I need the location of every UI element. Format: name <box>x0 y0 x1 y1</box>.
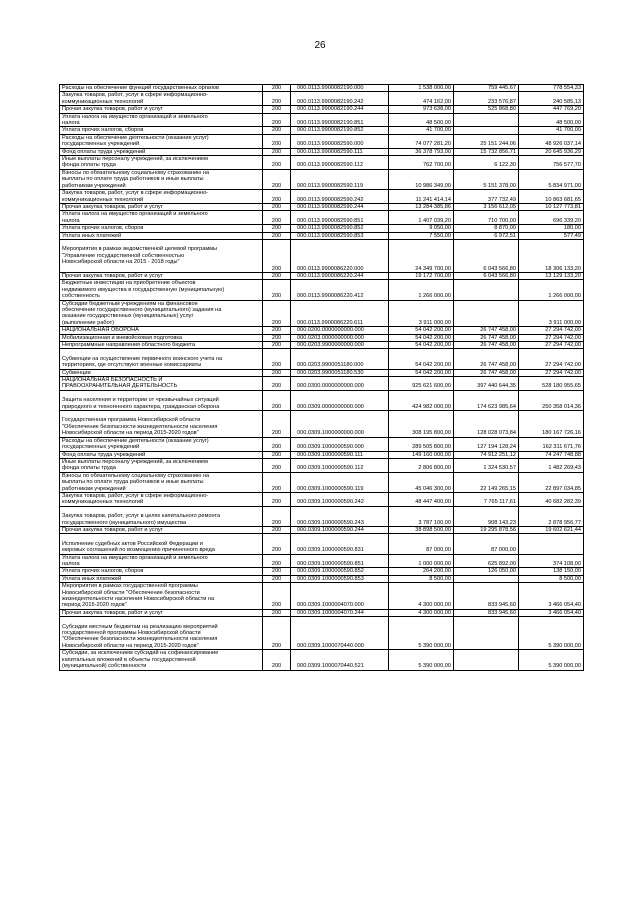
table-row <box>60 492 584 506</box>
row-name: Мероприятия в рамках государственной программы Новосибирской области "Обеспечение безопасности жизнедеятельности населения Новосибирской области на период 2015-2020 годов" <box>60 583 263 610</box>
row-unexecuted: 778 554,33 <box>519 85 584 92</box>
row-budget-code: 000.0309.0000000000.000 <box>291 390 389 410</box>
budget-table-body <box>60 85 584 671</box>
row-budget-code: 000.0200.0000000000.000 <box>291 327 389 334</box>
row-unexecuted: 447 769,20 <box>519 106 584 113</box>
row-approved: 925 621 600,00 <box>389 377 454 391</box>
row-approved: 762 700,00 <box>389 156 454 170</box>
row-executed: 19 295 878,56 <box>454 526 519 533</box>
row-approved: 1 000 000,00 <box>389 554 454 568</box>
row-executed: 3 156 612,05 <box>454 203 519 210</box>
row-name: Прочая закупка товаров, работ и услуг <box>60 609 263 616</box>
row-admin-code: 200 <box>263 472 291 492</box>
row-approved: 1 538 000,00 <box>389 85 454 92</box>
row-unexecuted: 27 294 742,00 <box>519 349 584 369</box>
row-unexecuted: 5 390 000,00 <box>519 650 584 670</box>
row-unexecuted: 22 897 034,85 <box>519 472 584 492</box>
row-approved: 38 898 500,00 <box>389 526 454 533</box>
row-admin-code: 200 <box>263 225 291 232</box>
row-executed: 25 151 244,06 <box>454 134 519 148</box>
row-name: Уплата прочих налогов, сборов <box>60 225 263 232</box>
row-admin-code: 200 <box>263 342 291 349</box>
row-name: НАЦИОНАЛЬНАЯ БЕЗОПАСНОСТЬ И ПРАВООХРАНИТЕЛЬНАЯ ДЕЯТЕЛЬНОСТЬ <box>60 377 263 391</box>
row-approved: 36 378 793,00 <box>389 148 454 155</box>
row-unexecuted: 2 878 956,77 <box>519 506 584 526</box>
table-row <box>60 203 584 210</box>
row-executed <box>454 650 519 670</box>
row-name: Защита населения и территории от чрезвычайных ситуаций природного и техногенного характера, гражданская оборона <box>60 390 263 410</box>
table-row <box>60 609 584 616</box>
row-approved: 54 042 200,00 <box>389 349 454 369</box>
row-executed: 26 747 458,00 <box>454 349 519 369</box>
row-budget-code: 000.0309.1000000590.119 <box>291 472 389 492</box>
row-admin-code: 200 <box>263 203 291 210</box>
row-unexecuted: 162 311 671,76 <box>519 437 584 451</box>
table-row <box>60 458 584 472</box>
row-unexecuted: 1 482 269,43 <box>519 458 584 472</box>
row-executed: 126 050,00 <box>454 568 519 575</box>
row-executed <box>454 617 519 650</box>
row-executed: 908 143,23 <box>454 506 519 526</box>
row-admin-code: 200 <box>263 451 291 458</box>
row-executed <box>454 300 519 327</box>
row-unexecuted: 48 500,00 <box>519 113 584 127</box>
row-budget-code: 000.0309.1000000590.242 <box>291 492 389 506</box>
row-budget-code: 000.0309.1000000590.244 <box>291 526 389 533</box>
row-admin-code: 200 <box>263 211 291 225</box>
row-unexecuted: 40 682 282,39 <box>519 492 584 506</box>
table-row <box>60 390 584 410</box>
table-row <box>60 554 584 568</box>
table-row <box>60 451 584 458</box>
row-approved: 474 162,00 <box>389 92 454 106</box>
row-unexecuted: 240 585,13 <box>519 92 584 106</box>
row-admin-code: 200 <box>263 113 291 127</box>
row-executed: 833 945,60 <box>454 583 519 610</box>
row-executed: 6 043 566,80 <box>454 272 519 279</box>
row-executed: 8 870,00 <box>454 225 519 232</box>
row-unexecuted: 696 339,20 <box>519 211 584 225</box>
row-executed: 26 747 458,00 <box>454 342 519 349</box>
row-unexecuted: 48 926 037,14 <box>519 134 584 148</box>
row-unexecuted: 180,00 <box>519 225 584 232</box>
row-executed: 22 149 265,15 <box>454 472 519 492</box>
row-budget-code: 000.0113.9900082590.000 <box>291 134 389 148</box>
row-executed: 6 972,51 <box>454 232 519 239</box>
row-name: Уплата налога на имущество организаций и земельного налога <box>60 211 263 225</box>
row-unexecuted: 180 167 726,16 <box>519 411 584 438</box>
row-executed: 710 700,00 <box>454 211 519 225</box>
row-name: Мобилизационная и вневойсковая подготовка <box>60 334 263 341</box>
table-row <box>60 300 584 327</box>
row-executed: 128 028 073,84 <box>454 411 519 438</box>
row-executed <box>454 280 519 300</box>
row-executed: 174 623 985,64 <box>454 390 519 410</box>
row-name: Уплата налога на имущество организаций и земельного налога <box>60 113 263 127</box>
table-row <box>60 526 584 533</box>
row-executed: 5 151 378,00 <box>454 169 519 189</box>
row-name: Расходы на обеспечение деятельности (оказание услуг) государственных учреждений <box>60 134 263 148</box>
row-name: Расходы на обеспечение функций государственных органов <box>60 85 263 92</box>
row-budget-code: 000.0113.9900082190.852 <box>291 127 389 134</box>
row-budget-code: 000.0113.9900086220.244 <box>291 272 389 279</box>
row-unexecuted: 27 294 742,00 <box>519 342 584 349</box>
row-approved: 4 300 000,00 <box>389 609 454 616</box>
row-admin-code: 200 <box>263 232 291 239</box>
table-row <box>60 506 584 526</box>
row-name: Исполнение судебных актов Российской Федерации и мировых соглашений по возмещению причиненного вреда <box>60 534 263 554</box>
row-admin-code: 200 <box>263 349 291 369</box>
row-approved: 41 700,00 <box>389 127 454 134</box>
row-name: Субвенции на осуществление первичного воинского учета на территориях, где отсутствуют военные комиссариаты <box>60 349 263 369</box>
row-budget-code: 000.0113.9900086220.000 <box>291 239 389 272</box>
row-approved: 1 266 000,00 <box>389 280 454 300</box>
row-approved: 289 505 800,00 <box>389 437 454 451</box>
row-unexecuted: 528 180 955,65 <box>519 377 584 391</box>
row-unexecuted: 8 500,00 <box>519 575 584 582</box>
row-admin-code: 200 <box>263 492 291 506</box>
row-admin-code: 200 <box>263 554 291 568</box>
table-row <box>60 134 584 148</box>
row-budget-code: 000.0203.9900051180.000 <box>291 349 389 369</box>
row-budget-code: 000.0309.1000000000.000 <box>291 411 389 438</box>
row-name: Иные выплаты персоналу учреждений, за исключением фонда оплаты труда <box>60 458 263 472</box>
row-name: Субсидии бюджетным учреждениям на финансовое обеспечение государственного (муниципального) задания на оказание государственных (муниципальных) услуг (выполнение работ) <box>60 300 263 327</box>
table-row <box>60 272 584 279</box>
row-budget-code: 000.0309.1000070440.521 <box>291 650 389 670</box>
row-unexecuted: 3 911 000,00 <box>519 300 584 327</box>
row-approved: 264 200,00 <box>389 568 454 575</box>
row-admin-code: 200 <box>263 280 291 300</box>
row-executed: 26 747 458,00 <box>454 334 519 341</box>
row-executed: 759 445,67 <box>454 85 519 92</box>
row-name: Уплата прочих налогов, сборов <box>60 127 263 134</box>
row-name: Фонд оплаты труда учреждений <box>60 148 263 155</box>
row-executed: 6 122,30 <box>454 156 519 170</box>
row-approved: 11 241 414,14 <box>389 190 454 204</box>
row-budget-code: 000.0203.9900000000.000 <box>291 342 389 349</box>
row-approved: 48 447 400,00 <box>389 492 454 506</box>
row-unexecuted: 250 358 014,36 <box>519 390 584 410</box>
row-unexecuted: 27 294 742,00 <box>519 334 584 341</box>
row-budget-code: 000.0113.9900082590.112 <box>291 156 389 170</box>
row-unexecuted: 41 700,00 <box>519 127 584 134</box>
table-row <box>60 342 584 349</box>
row-name: Взносы по обязательному социальному страхованию на выплаты по оплате труда работников и иные выплаты работникам учреждений <box>60 169 263 189</box>
row-name: Государственная программа Новосибирской области "Обеспечение безопасности жизнедеятельности населения Новосибирской области на период 2015-2020 годов" <box>60 411 263 438</box>
row-unexecuted: 27 294 742,00 <box>519 327 584 334</box>
row-admin-code: 200 <box>263 327 291 334</box>
row-executed: 127 194 128,24 <box>454 437 519 451</box>
table-row <box>60 583 584 610</box>
row-approved: 5 390 000,00 <box>389 617 454 650</box>
table-row <box>60 92 584 106</box>
row-executed: 397 440 644,35 <box>454 377 519 391</box>
row-name: Закупка товаров, работ, услуг в сфере информационно- коммуникационных технологий <box>60 190 263 204</box>
row-name: НАЦИОНАЛЬНАЯ ОБОРОНА <box>60 327 263 334</box>
table-row <box>60 106 584 113</box>
row-approved: 4 300 000,00 <box>389 583 454 610</box>
table-row <box>60 239 584 272</box>
row-approved: 3 787 100,00 <box>389 506 454 526</box>
table-row <box>60 650 584 670</box>
row-executed <box>454 127 519 134</box>
row-approved: 10 986 349,00 <box>389 169 454 189</box>
row-approved: 74 077 281,20 <box>389 134 454 148</box>
row-admin-code: 200 <box>263 239 291 272</box>
row-budget-code: 000.0309.1000000590.112 <box>291 458 389 472</box>
row-admin-code: 200 <box>263 134 291 148</box>
row-approved: 54 042 200,00 <box>389 327 454 334</box>
row-unexecuted: 756 577,70 <box>519 156 584 170</box>
row-budget-code: 000.0113.9900082190.000 <box>291 85 389 92</box>
row-budget-code: 000.0113.9900082590.853 <box>291 232 389 239</box>
row-approved: 2 806 800,00 <box>389 458 454 472</box>
table-row <box>60 534 584 554</box>
row-executed <box>454 113 519 127</box>
row-executed: 7 765 117,61 <box>454 492 519 506</box>
row-unexecuted: 20 645 936,29 <box>519 148 584 155</box>
row-name: Прочая закупка товаров, работ и услуг <box>60 106 263 113</box>
row-executed: 87 000,00 <box>454 534 519 554</box>
row-admin-code: 200 <box>263 127 291 134</box>
row-admin-code: 200 <box>263 106 291 113</box>
row-executed: 377 732,49 <box>454 190 519 204</box>
row-name: Уплата прочих налогов, сборов <box>60 568 263 575</box>
row-unexecuted: 3 466 054,40 <box>519 609 584 616</box>
row-budget-code: 000.0309.1000070440.000 <box>291 617 389 650</box>
row-admin-code: 200 <box>263 369 291 376</box>
row-executed: 833 945,60 <box>454 609 519 616</box>
row-approved: 7 550,00 <box>389 232 454 239</box>
row-approved: 1 407 039,20 <box>389 211 454 225</box>
row-executed: 525 868,80 <box>454 106 519 113</box>
row-approved: 19 172 700,00 <box>389 272 454 279</box>
row-approved: 8 500,00 <box>389 575 454 582</box>
row-admin-code: 200 <box>263 458 291 472</box>
table-row <box>60 280 584 300</box>
row-name: Субсидии, за исключением субсидий на софинансирование капитальных вложений в объекты государственной (муниципальной) собственности <box>60 650 263 670</box>
row-admin-code: 200 <box>263 334 291 341</box>
row-name: Субвенции <box>60 369 263 376</box>
row-budget-code: 000.0113.9900082590.119 <box>291 169 389 189</box>
row-unexecuted: 3 466 054,40 <box>519 583 584 610</box>
row-unexecuted: 18 306 133,20 <box>519 239 584 272</box>
row-admin-code: 200 <box>263 148 291 155</box>
table-row <box>60 156 584 170</box>
row-name: Закупка товаров, работ, услуг в целях капитального ремонта государственного (муниципального) имущества <box>60 506 263 526</box>
row-admin-code: 200 <box>263 411 291 438</box>
row-approved: 45 046 300,00 <box>389 472 454 492</box>
row-name: Иные выплаты персоналу учреждений, за исключением фонда оплаты труда <box>60 156 263 170</box>
row-unexecuted: 10 863 681,65 <box>519 190 584 204</box>
row-name: Прочая закупка товаров, работ и услуг <box>60 203 263 210</box>
table-row <box>60 169 584 189</box>
row-name: Уплата налога на имущество организаций и земельного налога <box>60 554 263 568</box>
row-admin-code: 200 <box>263 390 291 410</box>
row-unexecuted: 138 150,00 <box>519 568 584 575</box>
table-row <box>60 472 584 492</box>
row-unexecuted: 374 108,00 <box>519 554 584 568</box>
row-admin-code: 200 <box>263 506 291 526</box>
row-admin-code: 200 <box>263 534 291 554</box>
table-row <box>60 85 584 92</box>
row-approved: 54 042 200,00 <box>389 342 454 349</box>
row-name: Фонд оплаты труда учреждений <box>60 451 263 458</box>
row-name: Прочая закупка товаров, работ и услуг <box>60 272 263 279</box>
row-executed: 15 732 856,71 <box>454 148 519 155</box>
row-budget-code: 000.0309.1000000590.851 <box>291 554 389 568</box>
row-budget-code: 000.0113.9900082190.851 <box>291 113 389 127</box>
row-approved: 9 050,00 <box>389 225 454 232</box>
row-budget-code: 000.0203.9900051180.530 <box>291 369 389 376</box>
table-row <box>60 575 584 582</box>
row-approved: 3 911 000,00 <box>389 300 454 327</box>
row-budget-code: 000.0300.0000000000.000 <box>291 377 389 391</box>
table-row <box>60 127 584 134</box>
row-budget-code: 000.0309.1000004070.244 <box>291 609 389 616</box>
row-budget-code: 000.0203.0000000000.000 <box>291 334 389 341</box>
table-row <box>60 113 584 127</box>
row-admin-code: 200 <box>263 169 291 189</box>
row-executed: 1 324 530,57 <box>454 458 519 472</box>
row-budget-code: 000.0113.9900082590.242 <box>291 190 389 204</box>
row-name: Непрограммные направления областного бюджета <box>60 342 263 349</box>
row-approved: 87 000,00 <box>389 534 454 554</box>
row-executed: 26 747 458,00 <box>454 369 519 376</box>
table-row <box>60 568 584 575</box>
row-approved: 308 195 800,00 <box>389 411 454 438</box>
row-budget-code: 000.0113.9900082590.852 <box>291 225 389 232</box>
row-approved: 149 160 000,00 <box>389 451 454 458</box>
row-budget-code: 000.0309.1000000590.852 <box>291 568 389 575</box>
row-unexecuted: 577,49 <box>519 232 584 239</box>
row-unexecuted: 1 266 000,00 <box>519 280 584 300</box>
row-admin-code: 200 <box>263 568 291 575</box>
row-executed: 625 892,00 <box>454 554 519 568</box>
row-approved: 54 042 200,00 <box>389 334 454 341</box>
row-budget-code: 000.0113.9900082190.244 <box>291 106 389 113</box>
row-executed: 6 043 566,80 <box>454 239 519 272</box>
row-admin-code: 200 <box>263 526 291 533</box>
row-budget-code: 000.0113.9900086220.412 <box>291 280 389 300</box>
table-row <box>60 232 584 239</box>
table-row <box>60 327 584 334</box>
table-row <box>60 334 584 341</box>
row-approved: 424 982 000,00 <box>389 390 454 410</box>
row-budget-code: 000.0113.9900086220.611 <box>291 300 389 327</box>
row-unexecuted: 74 247 748,88 <box>519 451 584 458</box>
row-name: Закупка товаров, работ, услуг в сфере информационно- коммуникационных технологий <box>60 492 263 506</box>
row-admin-code: 200 <box>263 617 291 650</box>
row-approved: 13 284 385,86 <box>389 203 454 210</box>
row-admin-code: 200 <box>263 92 291 106</box>
row-budget-code: 000.0309.1000000590.853 <box>291 575 389 582</box>
row-admin-code: 200 <box>263 377 291 391</box>
row-budget-code: 000.0113.9900082590.111 <box>291 148 389 155</box>
budget-table <box>59 84 584 671</box>
row-name: Мероприятия в рамках ведомственной целевой программы "Управление государственной собственностью Новосибирской области на 2015 - 2018 годы" <box>60 239 263 272</box>
row-unexecuted: 19 602 621,44 <box>519 526 584 533</box>
row-admin-code: 200 <box>263 85 291 92</box>
row-executed: 26 747 458,00 <box>454 327 519 334</box>
row-admin-code: 200 <box>263 575 291 582</box>
row-unexecuted: 10 127 773,81 <box>519 203 584 210</box>
row-budget-code: 000.0113.9900082590.851 <box>291 211 389 225</box>
row-admin-code: 200 <box>263 300 291 327</box>
row-executed: 74 912 251,12 <box>454 451 519 458</box>
table-row <box>60 148 584 155</box>
row-admin-code: 200 <box>263 583 291 610</box>
row-unexecuted: 5 834 971,00 <box>519 169 584 189</box>
row-admin-code: 200 <box>263 650 291 670</box>
row-name: Бюджетные инвестиции на приобретение объектов недвижимого имущества в государственную (муниципальную) собственность <box>60 280 263 300</box>
row-name: Уплата иных платежей <box>60 575 263 582</box>
row-admin-code: 200 <box>263 437 291 451</box>
row-admin-code: 200 <box>263 156 291 170</box>
row-budget-code: 000.0113.9900082590.244 <box>291 203 389 210</box>
row-budget-code: 000.0309.1000000590.000 <box>291 437 389 451</box>
table-row <box>60 211 584 225</box>
row-name: Расходы на обеспечение деятельности (оказание услуг) государственных учреждений <box>60 437 263 451</box>
table-row <box>60 349 584 369</box>
row-admin-code: 200 <box>263 190 291 204</box>
row-approved: 48 500,00 <box>389 113 454 127</box>
table-row <box>60 617 584 650</box>
row-budget-code: 000.0309.1000000590.243 <box>291 506 389 526</box>
row-unexecuted <box>519 534 584 554</box>
table-row <box>60 369 584 376</box>
row-name: Взносы по обязательному социальному страхованию на выплаты по оплате труда работников и иные выплаты работникам учреждений <box>60 472 263 492</box>
row-admin-code: 200 <box>263 609 291 616</box>
row-budget-code: 000.0309.1000000590.831 <box>291 534 389 554</box>
row-name: Субсидии местным бюджетам на реализацию мероприятий государственной программы Новосибирской области "Обеспечение безопасности жизнедеятельности населения Новосибирской области на период 2015-2020 годов" <box>60 617 263 650</box>
row-approved: 24 349 700,00 <box>389 239 454 272</box>
row-name: Уплата иных платежей <box>60 232 263 239</box>
row-approved: 973 638,00 <box>389 106 454 113</box>
row-unexecuted: 5 390 000,00 <box>519 617 584 650</box>
row-approved: 5 390 000,00 <box>389 650 454 670</box>
row-budget-code: 000.0113.9900082190.242 <box>291 92 389 106</box>
row-executed: 233 576,87 <box>454 92 519 106</box>
row-unexecuted: 27 294 742,00 <box>519 369 584 376</box>
row-name: Прочая закупка товаров, работ и услуг <box>60 526 263 533</box>
page-number: 26 <box>314 40 326 51</box>
row-budget-code: 000.0309.1000004070.000 <box>291 583 389 610</box>
table-row <box>60 437 584 451</box>
row-unexecuted: 13 129 133,20 <box>519 272 584 279</box>
table-row <box>60 225 584 232</box>
table-row <box>60 190 584 204</box>
table-row <box>60 377 584 391</box>
row-name: Закупка товаров, работ, услуг в сфере информационно- коммуникационных технологий <box>60 92 263 106</box>
table-row <box>60 411 584 438</box>
row-executed <box>454 575 519 582</box>
row-admin-code: 200 <box>263 272 291 279</box>
row-budget-code: 000.0309.1000000590.111 <box>291 451 389 458</box>
row-approved: 54 042 200,00 <box>389 369 454 376</box>
